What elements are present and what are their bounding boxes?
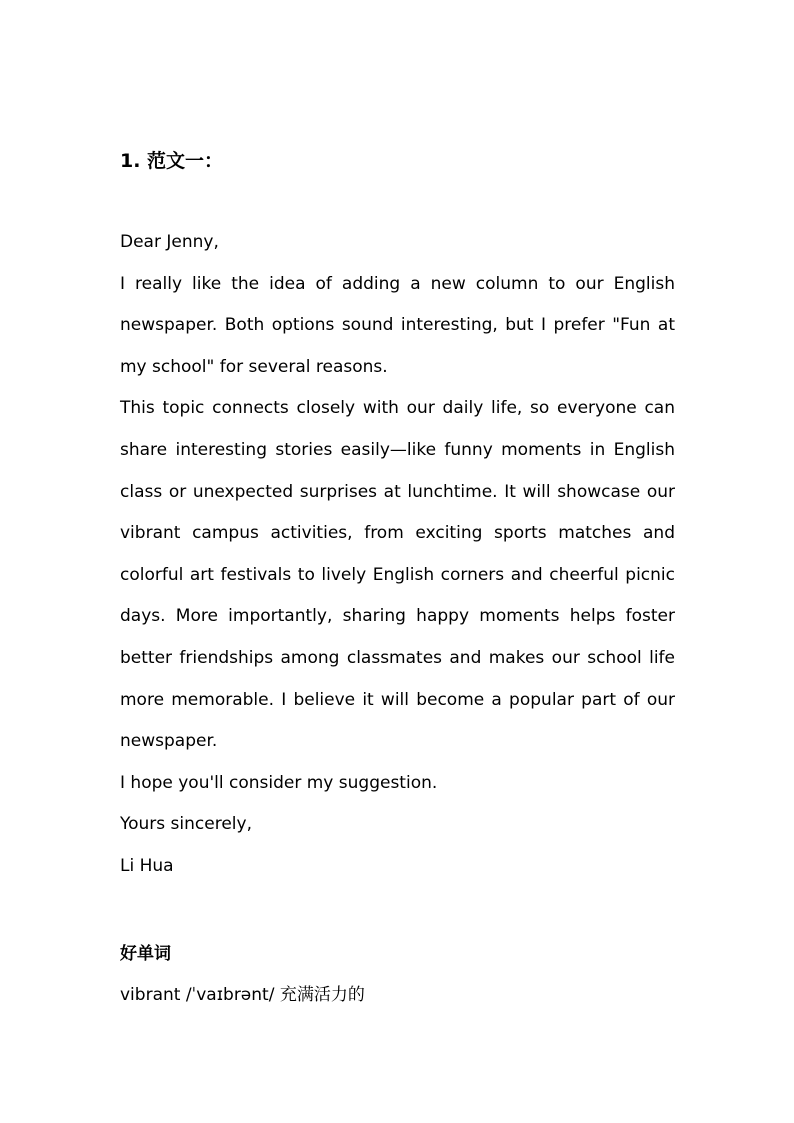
- spacer: [120, 182, 675, 222]
- document-content: [120, 140, 675, 1017]
- section-heading: 1. 范文一：: [120, 150, 224, 172]
- vocabulary-title: 好单词: [120, 943, 171, 964]
- letter-closing-line: I hope you'll consider my suggestion.: [120, 772, 438, 793]
- letter-sign-off: Yours sincerely,: [120, 814, 252, 835]
- vocabulary-phonetic: /ˈvaɪbrənt/: [185, 985, 275, 1006]
- letter-signature: Li Hua: [120, 855, 174, 876]
- vocabulary-item: [120, 975, 675, 1017]
- letter-paragraph-1: I really like the idea of adding a new column to our English newspaper. Both options sound interesting, but I prefer "Fun at my school" for several reasons.: [120, 273, 675, 377]
- letter-greeting: Dear Jenny,: [120, 232, 219, 252]
- vocabulary-word: vibrant: [120, 985, 181, 1006]
- letter-paragraph-2: This topic connects closely with our daily life, so everyone can share interesting stories easily—like funny moments in English class or unexpected surprises at lunchtime. It will showcase our vibrant campus activities, from exciting sports matches and colorful art festivals to lively English corners and cheerful picnic days. More importantly, sharing happy moments helps foster better friendships among classmates and makes our school life more memorable. I believe it will become a popular part of our newspaper.: [120, 398, 675, 752]
- vocabulary-meaning: 充满活力的: [279, 985, 365, 1006]
- spacer: [120, 888, 675, 934]
